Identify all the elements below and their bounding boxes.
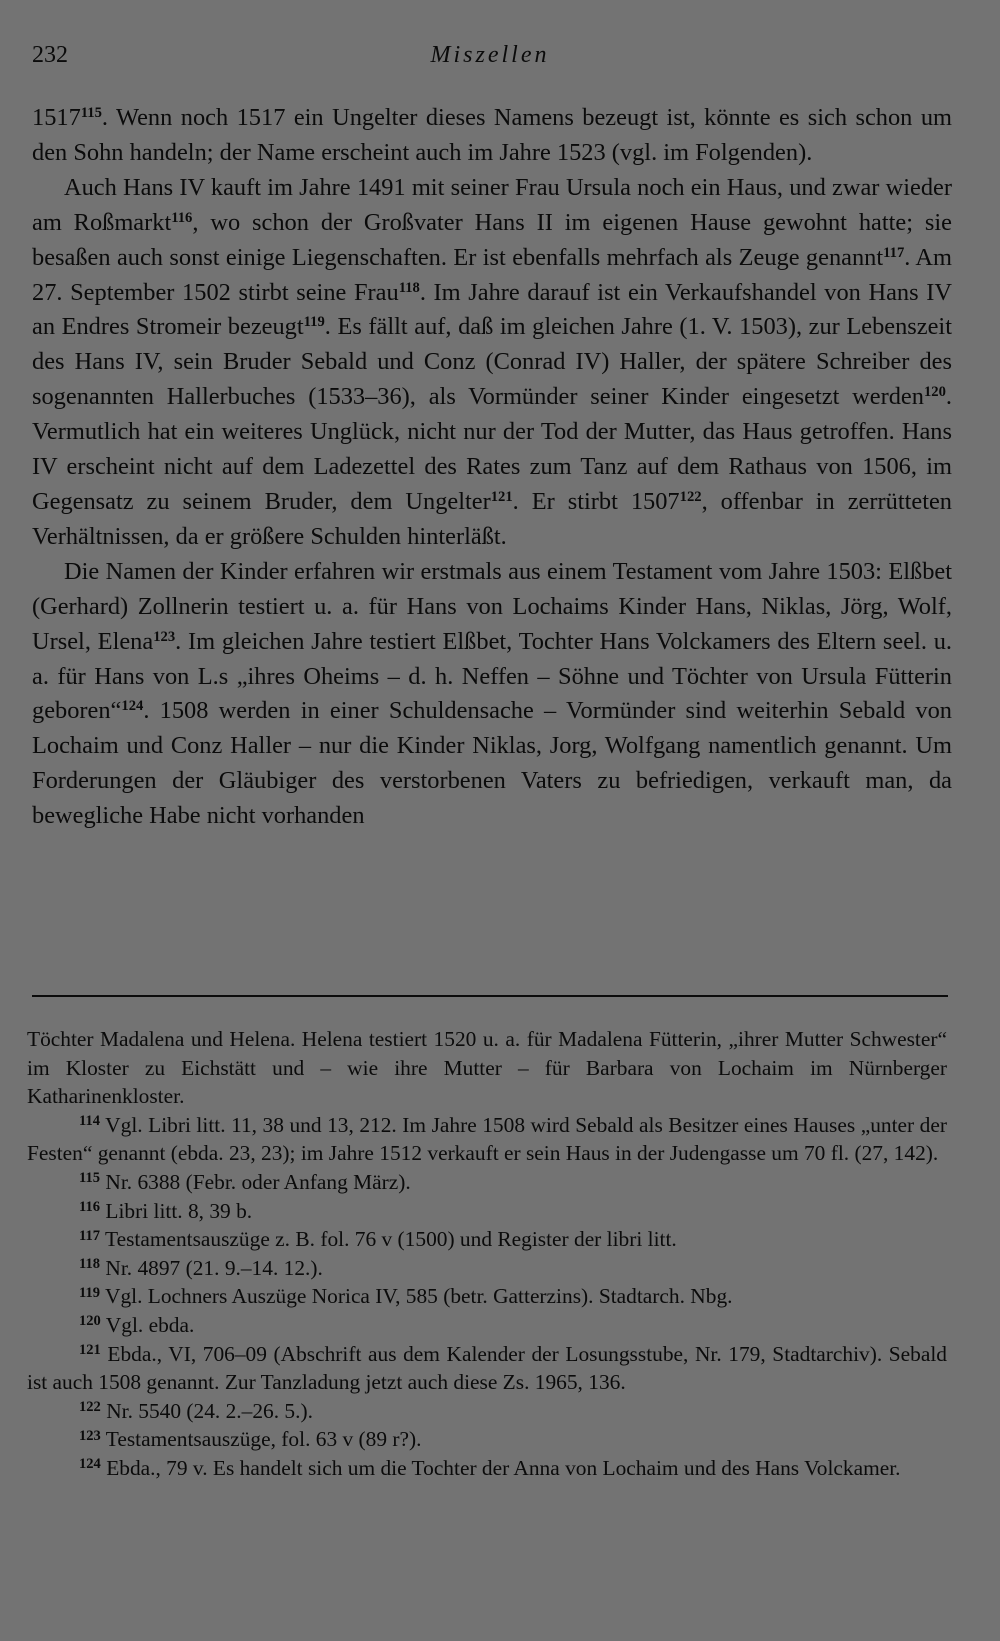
paragraph-text: . Am 27. September 1502 stirbt seine Frau — [32, 243, 953, 306]
footnote-ref: 121 — [490, 488, 513, 505]
paragraph-text: 1517 — [32, 104, 81, 131]
paragraph-text: . Es fällt auf, daß im gleichen Jahre (1. V. 1503), zur Lebenszeit des Hans IV, sein Bruder Sebald und Conz (Conrad IV) Haller, der spätere Schreiber des sogenannten Hallerbuches (1533–36), als Vormünder seiner Kinder eingesetzt werden — [32, 313, 952, 411]
body-paragraph — [32, 171, 952, 555]
footnote-text: Testamentsauszüge z. B. fol. 76 v (1500) und Register der libri litt. — [105, 1227, 677, 1252]
footnote-separator — [32, 995, 948, 997]
body-text — [32, 101, 952, 834]
footnote-text: Testamentsauszüge, fol. 63 v (89 r?). — [105, 1427, 422, 1452]
footnote: 116 Libri litt. 8, 39 b. — [79, 1198, 253, 1223]
footnote: 121 Ebda., VI, 706–09 (Abschrift aus dem Kalender der Losungsstube, Nr. 179, Stadtarchiv). Sebald ist auch 1508 genannt. Zur Tanzladung jetzt auch diese Zs. 1965, 136. — [27, 1341, 947, 1395]
footnote-ref: 123 — [153, 628, 176, 645]
footnote: 119 Vgl. Lochners Auszüge Norica IV, 585 (betr. Gatterzins). Stadtarch. Nbg. — [79, 1284, 733, 1309]
footnote-text: Vgl. ebda. — [105, 1312, 195, 1337]
paragraph-text: . 1508 werden in einer Schuldensache – Vormünder sind weiterhin Sebald von Lochaim und Conz Haller – nur die Kinder Niklas, Jorg, Wolfgang namentlich genannt. Um Forderungen der Gläubiger des verstorbenen Vaters zu befriedigen, verkauft man, da bewegliche Habe nicht vorhanden — [32, 697, 952, 830]
footnote: 122 Nr. 5540 (24. 2.–26. 5.). — [79, 1398, 313, 1423]
footnote-text: Libri litt. 8, 39 b. — [105, 1198, 253, 1223]
body-paragraph — [32, 101, 952, 171]
paragraph-text: . Im gleichen Jahre testiert Elßbet, Tochter Hans Volckamers des Eltern seel. u. a. für Hans von L.s „ihres Oheims – d. h. Neffen – Söhne und Töchter von Ursula Fütterin geboren“ — [32, 627, 952, 725]
paragraph-text: , offenbar in zerrütteten Verhältnissen, da er größere Schulden hinterläßt. — [32, 487, 952, 550]
footnote-text: Töchter Madalena und Helena. Helena testiert 1520 u. a. für Madalena Fütterin, „ihrer Mutter Schwester“ im Kloster zu Eichstätt und – wie ihre Mutter – für Barbara von Lochaim im Nürnberger Katharinenkloster. — [27, 1027, 947, 1109]
paragraph-text: Auch Hans IV kauft im Jahre 1491 mit seiner Frau Ursula noch ein Haus, und zwar wieder am Roßmarkt — [32, 173, 952, 236]
footnote-text: Nr. 4897 (21. 9.–14. 12.). — [105, 1255, 323, 1280]
body-paragraph — [32, 555, 952, 834]
footnote-ref: 119 — [303, 314, 325, 331]
footnote-ref: 122 — [679, 488, 702, 505]
footnote-ref: 115 — [80, 104, 102, 121]
footnote-text: Vgl. Lochners Auszüge Norica IV, 585 (betr. Gatterzins). Stadtarch. Nbg. — [105, 1284, 733, 1309]
footnotes — [27, 1025, 947, 1483]
footnote: 120 Vgl. ebda. — [79, 1312, 195, 1337]
paragraph-text: , wo schon der Großvater Hans II im eigenen Hause gewohnt hatte; sie besaßen auch sonst einige Liegenschaften. Er ist ebenfalls mehrfach als Zeuge genannt — [32, 208, 952, 271]
page-number: 232 — [32, 42, 68, 68]
paragraph-text: . Vermutlich hat ein weiteres Unglück, nicht nur der Tod der Mutter, das Haus getroffen. Hans IV erscheint nicht auf dem Ladezettel des Rates zum Tanz auf dem Rathaus von 1506, im Gegensatz zu seinem Bruder, dem Ungelter — [32, 383, 952, 515]
footnote-text: Nr. 6388 (Febr. oder Anfang März). — [105, 1169, 411, 1194]
page-header — [32, 42, 948, 76]
footnote-ref: 124 — [121, 698, 144, 715]
footnote: 115 Nr. 6388 (Febr. oder Anfang März). — [79, 1169, 411, 1194]
footnote-ref: 120 — [923, 384, 946, 401]
footnote: 117 Testamentsauszüge z. B. fol. 76 v (1500) und Register der libri litt. — [79, 1227, 677, 1252]
footnote — [27, 1025, 947, 1111]
running-head: Miszellen — [430, 42, 550, 68]
paragraph-text: . Wenn noch 1517 ein Ungelter dieses Namens bezeugt ist, könnte es sich schon um den Sohn handeln; der Name erscheint auch im Jahre 1523 (vgl. im Folgenden). — [32, 104, 952, 166]
paragraph-text: . Er stirbt 1507 — [512, 487, 680, 515]
footnote-ref: 117 — [883, 244, 905, 261]
paragraph-text: Die Namen der Kinder erfahren wir erstmals aus einem Testament vom Jahre 1503: Elßbet (Gerhard) Zollnerin testiert u. a. für Hans von Lochaims Kinder Hans, Niklas, Jörg, Wolf, Ursel, Elena — [32, 557, 952, 655]
footnote-ref: 118 — [398, 279, 420, 296]
footnote-ref: 116 — [171, 209, 193, 226]
footnote: 114 Vgl. Libri litt. 11, 38 und 13, 212. Im Jahre 1508 wird Sebald als Besitzer eines Hauses „unter der Festen“ genannt (ebda. 23, 23); im Jahre 1512 verkauft er sein Haus in der Judengasse um 70 fl. (27, 142). — [27, 1112, 947, 1166]
footnote: 118 Nr. 4897 (21. 9.–14. 12.). — [79, 1255, 323, 1280]
footnote: 124 Ebda., 79 v. Es handelt sich um die Tochter der Anna von Lochaim und des Hans Volckamer. — [79, 1455, 901, 1480]
footnote-text: Ebda., 79 v. Es handelt sich um die Tochter der Anna von Lochaim und des Hans Volckamer. — [106, 1455, 901, 1480]
footnote-text: Nr. 5540 (24. 2.–26. 5.). — [106, 1398, 313, 1423]
paragraph-text: . Im Jahre darauf ist ein Verkaufshandel von Hans IV an Endres Stromeir bezeugt — [32, 278, 952, 341]
footnote: 123 Testamentsauszüge, fol. 63 v (89 r?). — [79, 1427, 422, 1452]
footnote-text: Vgl. Libri litt. 11, 38 und 13, 212. Im Jahre 1508 wird Sebald als Besitzer eines Hauses „unter der Festen“ genannt (ebda. 23, 23); im Jahre 1512 verkauft er sein Haus in der Judengasse um 70 fl. (27, 142). — [27, 1112, 947, 1166]
footnote-text: Ebda., VI, 706–09 (Abschrift aus dem Kalender der Losungsstube, Nr. 179, Stadtarchiv). Sebald ist auch 1508 genannt. Zur Tanzladung jetzt auch diese Zs. 1965, 136. — [27, 1341, 947, 1395]
